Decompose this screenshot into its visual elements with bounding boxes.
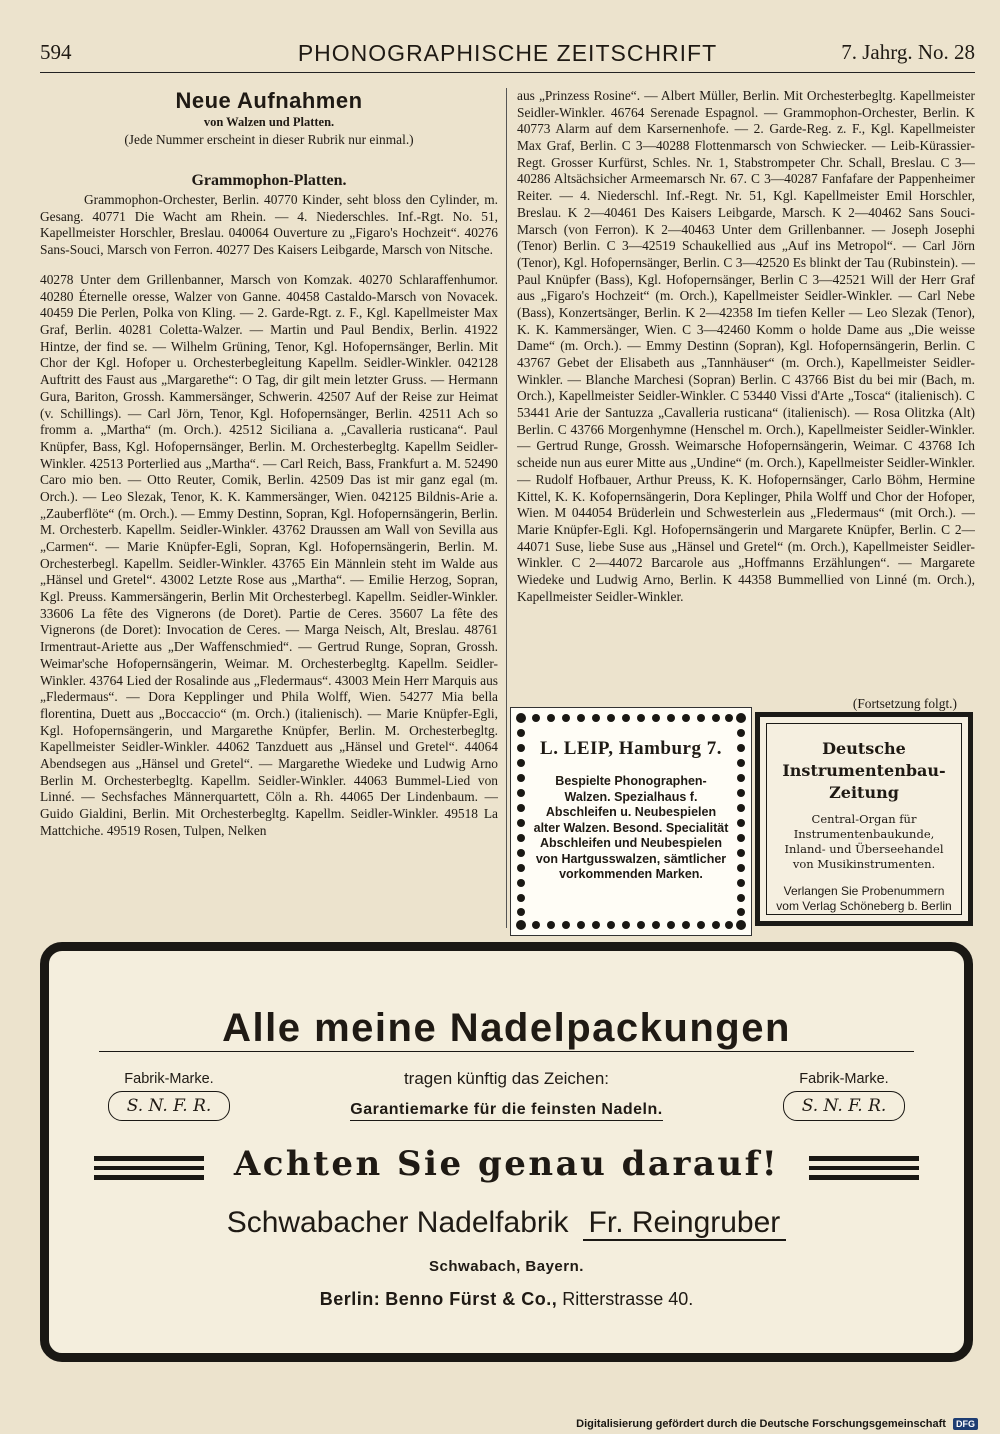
zeitung-title-line2: Instrumentenbau-Zeitung — [782, 761, 946, 802]
ad-subline: tragen künftig das Zeichen: — [403, 1069, 610, 1088]
ad-owner: Fr. Reingruber — [583, 1206, 787, 1241]
ad-company-line — [49, 1206, 964, 1240]
ad-berlin-address: Ritterstrasse 40. — [562, 1289, 694, 1309]
ad-berlin-line — [49, 1289, 964, 1310]
ad-divider — [99, 1051, 914, 1052]
ad-guarantee — [49, 1101, 964, 1119]
section-title: Neue Aufnahmen — [175, 88, 363, 113]
section-subtitle: von Walzen und Platten. — [203, 115, 335, 129]
page-number: 594 — [40, 40, 72, 64]
zeitung-title-line1: Deutsche — [822, 739, 906, 758]
leip-company-name: L. LEIP, Hamburg 7. — [540, 738, 722, 759]
section-note: (Jede Nummer erscheint in dieser Rubrik nur einmal.) — [124, 132, 414, 147]
ad-company: Schwabacher Nadelfabrik — [226, 1206, 569, 1239]
column-1-text: 40278 Unter dem Grillenbanner, Marsch von Komzak. 40270 Schlaraffenhumor. 40280 Éternelle oresse, Walzer von Ganne. 40458 Castaldo-Marsch von Novacek. 40459 Die Perlen, Polka von Kling. — 2. Garde-Rgt. z. F., Kgl. Kapellmeister Max Graf, Berlin. 40281 Coletta-Walzer. — Martin und Paul Bendix, Berlin. 41922 Hintze, der find se. — Wilhelm Grüning, Tenor, Kgl. Hofopernsänger, Berlin. Mit Chor der Kgl. Hofoper u. Orchesterbegleitung Kapellm. Seidler-Winkler. 042128 Auftritt des Faust aus „Margarethe“: O Tag, dir gilt mein letzter Gruss. — Hermann Gura, Bariton, Grossh. Kammersänger, Schwerin. 42507 Auf der Reise zur Heimat (v. Schillings). — Carl Jörn, Tenor, Kgl. Hofopernsänger, Berlin. 42511 Ach so fromm a. „Martha“ (m. Orch.). 42512 Siciliana a. „Cavalleria rusticana“. Paul Knüpfer, Bass, Kgl. Hofopernsänger, Berlin. M. Orchesterbegltg. Kapellm Seidler-Winkler. 42513 Porterlied aus „Martha“. — Carl Reich, Bass, Frankfurt a. M. 52490 Caro mio ben. — Otto Reuter, Comik, Berlin. 42509 Das ist mir ganz egal (m. Orch.). — Leo Slezak, Tenor, K. K. Kammersänger, Wien. 042125 Bildnis-Arie a. „Zauberflöte“ (m. Orch.). — Emmy Destinn, Sopran, Kgl. Hofopernsängerin, Berlin. M. Orchesterb. Kapellm. Seidler-Winkler. 43762 Draussen am Wall von Sevilla aus „Carmen“. — Marie Knüpfer-Egli, Sopran, Kgl. Hofopernsängerin, Berlin. M. Orchesterbegl. Kapellm. Seidler-Winkler. 43765 Ein Männlein steht im Walde aus „Hänsel und Gretel“. 43002 Letzte Rose aus „Martha“. — Emilie Herzog, Sopran, Kgl. Preuss. Kammersängerin, Berlin Mit Orchesterbegl. Kapellm. Seidler-Winkler. 33606 La fête des Vignerons (de Doret). Partie de Ceres. 35607 La fête des Vignerons (de Doret): Invocation de Ceres. — Marga Neisch, Alt, Breslau. 48761 Irmentraut-Ariette aus „Der Waffenschmied“. — Gertrud Runge, Sopran, Grossh. Weimar'sche Hofopernsängerin, Weimar. M. Orchesterbegltg. Kapellm. Seidler-Winkler. 43764 Lied der Rosalinde aus „Fledermaus“. 43003 Mein Herr Marquis aus „Fledermaus“. — Dora Kepplinger und Phila Wolff, Wien. 54277 Mia bella florentina, Duett aus „Boccaccio“ (m. Orch.) (italienisch). — Marie Knüpfer-Egli, Kgl. Hofopernsängerin, und Margarethe Knüpfer, Berlin. M. Orchesterbegltg. Kapellmeister Seidler-Winkler. 44062 Tanzduett aus „Hänsel und Gretel“. 44064 Abendsegen aus „Hänsel und Gretel“. — Margarethe Wiedeke und Ludwig Arno Berlin M. Orchesterbegltg. Kapellm. Seidler-Winkler. 44063 Bummel-Lied von Linné. — Sechsfaches Männerquartett, Cöln a. Rh. 44065 Der Lindenbaum. — Guido Gialdini, Berlin. Mit Orchesterbegltg. Kapellm. Seidler-Winkler. 49518 La Mattchiche. 49519 Rosen, Tulpen, Nelken — [40, 272, 498, 838]
leip-ad-text: Bespielte Phonographen-Walzen. Spezialhaus f. Abschleifen u. Neubespielen alter Walzen. Besond. Specialität Abschleifen und Neubespielen von Hartgusswalzen, sämtlicher vorkommenden Marken. — [533, 774, 729, 881]
trademark-left-mark: S. N. F. R. — [108, 1091, 230, 1121]
nadelfabrik-advertisement — [40, 942, 973, 1362]
ad-guarantee-text: Garantiemarke für die feinsten Nadeln. — [350, 1101, 662, 1121]
zeitung-note: Verlangen Sie Probenummern vom Verlag Schöneberg b. Berlin — [776, 884, 952, 913]
ad-berlin-label: Berlin: — [319, 1289, 381, 1309]
zeitung-description: Central-Organ für Instrumentenbaukunde, Inland- und Überseehandel von Musikinstrumenten. — [784, 812, 944, 871]
column-2 — [517, 88, 975, 696]
column-2-text: aus „Prinzess Rosine“. — Albert Müller, Berlin. Mit Orchesterbegltg. Kapellmeister Seidler-Winkler. 46764 Serenade Espagnol. — Grammophon-Orchester, Berlin. K 40773 Alarm auf dem Karsernenhofe. — 2. Garde-Reg. z. F., Kgl. Kapellmeister Max Graf, Berlin. C 3—40288 Flottenmarsch von Schwiecker. — Leib-Kürassier-Regt. Grosser Kurfürst, Schles. Nr. 1, Stabstrompeter Chr. Schall, Breslau. C 3—40286 Altsächsicher Armeemarsch Nr. 67. C 3—40287 Fanfafare der Pappenheimer Reiter. — 4. Niederschl. Inf.-Regt. Nr. 51, Kgl. Kapellmeister Emil Horschler, Breslau. K 2—40461 Des Kaisers Leibgarde, Marsch. K 2—40462 Sans Souci-Marsch (von Ferron). K 2—40463 Unter dem Grillenbanner. — Joseph Josephi (Tenor) Berlin. C 3—42519 Schaukellied aus „Auf ins Metropol“. — Carl Jörn (Tenor), Kgl. Hofopernsänger, Berlin. C 3—42520 Es blinkt der Tau (Rubinstein). — Paul Knüpfer (Bass), Kgl. Hofopernsänger, Berlin C 3—42521 Will der Herr Graf aus „Figaro's Hochzeit“ (m. Orch.), Kapellmeister Seidler-Winkler. — Carl Nebe (Bass), Konzertsänger, Berlin. K 2—42358 Im tiefen Keller — Leo Slezak (Tenor), K. K. Kammersänger, Wien. C 3—42460 Komm o holde Dame aus „Die weisse Dame“ (m. Orch.). — Emmy Destinn (Sopran), Kgl. Hofopernsängerin, Berlin. C 43767 Gebet der Elisabeth aus „Tannhäuser“ (m. Orch.), Kapellmeister Seidler-Winkler. — Blanche Marchesi (Sopran) Berlin. C 43766 Bist du bei mir (Bach, m. Orch.), Kapellmeister Seidler-Winkler. C 53440 Vissi d'Arte „Tosca“ (italienisch). C 53441 Arie der Santuzza „Cavalleria rusticana“ (italienisch). — Rosa Olitzka (Alt) Berlin. C 43766 Morgenhymne (Henschel m. Orch.), Kapellmeister Seidler-Winkler. — Gertrud Runge, Grossh. Weimarsche Hofopernsängerin, Weimar. C 43768 Ich scheide nun aus eurer Mitte aus „Undine“ (m. Orch.), Kapellmeister Seidler-Winkler. — Rudolf Hofbauer, Arthur Preuss, K. K. Hofopernsänger, Carlo Böhm, Hermine Kittel, K. K. Kofopernsängerin, Dora Keplinger, Phila Wolff und Chor der Hofoper, Wien. M 044054 Brüderlein und Schwesterlein aus „Fledermaus“ (mit Orch.). — Marie Knüpfer-Egli. Kgl. Hofopernsängerin und Margarete Knüpfer, Berlin. C 2—44071 Suse, liebe Suse aus „Hänsel und Gretel“ (m. Orch.), Kapellmeister Seidler-Winkler. C 2—44072 Barcarole aus „Hoffmanns Erzählungen“. — Margarete Wiedeke und Ludwig Arno, Berlin. K 44358 Bummellied von Linné (m. Orch.), Kapellmeister Seidler-Winkler. — [517, 88, 975, 604]
column-1 — [40, 272, 498, 928]
leip-advertisement — [510, 707, 752, 936]
instrumentenbau-advertisement — [755, 712, 973, 926]
digitization-footer — [576, 1418, 978, 1430]
issue-number: 7. Jahrg. No. 28 — [841, 40, 975, 64]
trademark-right-label: Fabrik-Marke. — [799, 1071, 889, 1087]
page-header — [40, 40, 975, 73]
continued-note: (Fortsetzung folgt.) — [852, 696, 957, 711]
column-divider — [506, 88, 507, 928]
category-heading: Grammophon-Platten. — [191, 172, 347, 189]
dfg-logo: DFG — [953, 1418, 978, 1430]
column-1-intro — [40, 192, 498, 259]
column-1-intro-text: Grammophon-Orchester, Berlin. 40770 Kinder, seht bloss den Cylinder, m. Gesang. 40771 Die Wacht am Rhein. — 4. Niederschles. Inf.-Rgt. No. 51, Kapellmeister Horschler, Breslau. 040064 Ouverture zu „Figaro's Hochzeit“. 40276 Sans-Souci, Marsch von Ferron. 40277 Des Kaisers Leibgarde, Marsch von Nitsche. — [40, 192, 498, 258]
ad-headline: Alle meine Nadelpackungen — [222, 1006, 791, 1050]
ad-berlin-agent: Benno Fürst & Co., — [385, 1289, 558, 1309]
trademark-right-mark: S. N. F. R. — [783, 1091, 905, 1121]
ad-city: Schwabach, Bayern. — [429, 1258, 584, 1275]
journal-title: PHONOGRAPHISCHE ZEITSCHRIFT — [297, 40, 718, 66]
trademark-left-label: Fabrik-Marke. — [124, 1071, 214, 1087]
ad-attention: Achten Sie genau darauf! — [233, 1144, 780, 1184]
footer-text: Digitalisierung gefördert durch die Deutsche Forschungsgemeinschaft — [576, 1418, 946, 1430]
